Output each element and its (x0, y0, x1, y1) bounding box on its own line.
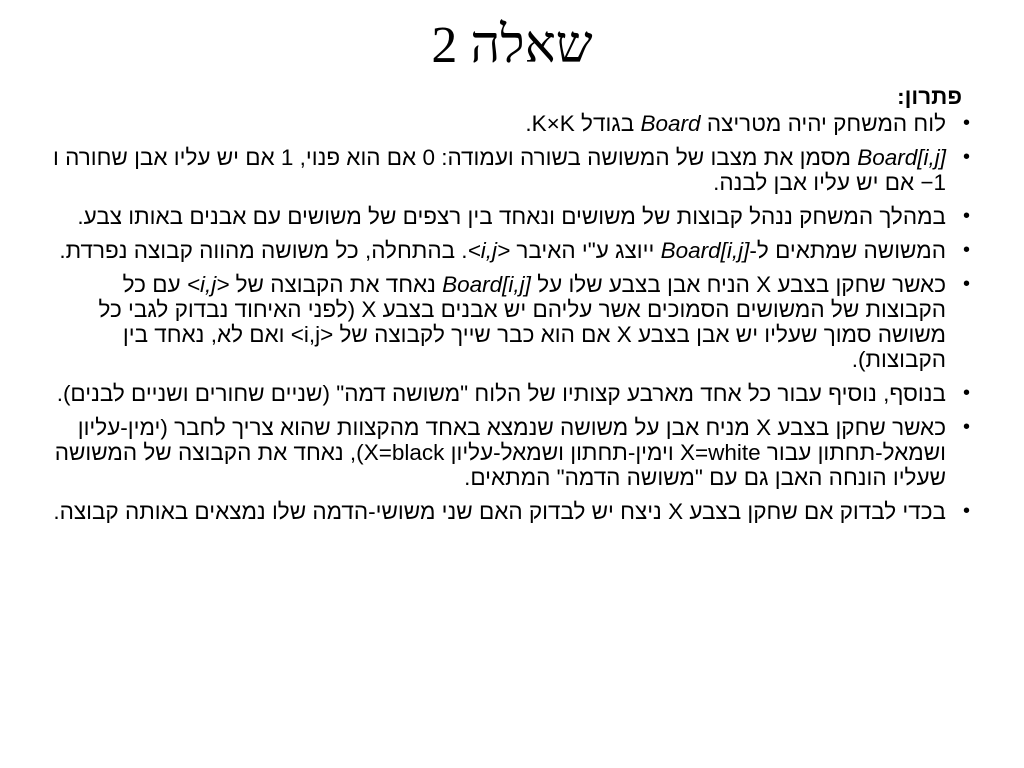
element-term: <i,j> (186, 272, 230, 297)
bullet-item-union-on-move (50, 272, 972, 372)
bullet-text: נאחד את הקבוצה של (229, 272, 443, 297)
bullet-icon: • (962, 382, 970, 404)
bullet-text: . בהתחלה, כל משושה מהווה קבוצה נפרדת. (59, 238, 468, 263)
bullet-list (50, 111, 972, 524)
bullet-item-cell-state (50, 145, 972, 195)
bullet-icon: • (962, 500, 970, 522)
board-cell-term: Board[i,j] (660, 238, 750, 263)
bullet-icon: • (962, 416, 970, 438)
bullet-text: ייוצג ע"י האיבר (510, 238, 661, 263)
bullet-text: בגודל K×K. (525, 111, 641, 136)
board-term: Board (640, 111, 701, 136)
bullet-text: במהלך המשחק ננהל קבוצות של משושים ונאחד בין רצפים של משושים עם אבנים באותו צבע. (77, 204, 946, 229)
bullet-text: בנוסף, נוסיף עבור כל אחד מארבע קצותיו של הלוח "משושה דמה" (שניים שחורים ושניים לבנים). (56, 381, 946, 406)
bullet-item-edge-union (50, 415, 972, 490)
bullet-item-groups (50, 204, 972, 229)
bullet-icon: • (962, 146, 970, 168)
bullet-icon: • (962, 112, 970, 134)
bullet-item-board-size (50, 111, 972, 136)
bullet-text: כאשר שחקן בצבע X מניח אבן על משושה שנמצא באחד מהקצוות שהוא צריך לחבר (ימין-עליון ושמאל-תחתון עבור X=white וימין-תחתון ושמאל-עליון X=black), נאחד את הקבוצה של המשושה שעליו הונחה האבן גם עם "משושה הדמה" המתאים. (54, 415, 946, 490)
bullet-text: כאשר שחקן בצבע X הניח אבן בצבע שלו על (530, 272, 946, 297)
bullet-text: בכדי לבדוק אם שחקן בצבע X ניצח יש לבדוק האם שני משושי-הדמה שלו נמצאים באותה קבוצה. (53, 499, 946, 524)
bullet-icon: • (962, 273, 970, 295)
bullet-icon: • (962, 239, 970, 261)
slide-body (50, 84, 972, 533)
bullet-text: מסמן את מצבו של המשושה בשורה ועמודה: 0 אם הוא פנוי, 1 אם יש עליו אבן שחורה ו 1− אם יש עליו אבן לבנה. (53, 145, 946, 195)
bullet-item-win-check (50, 499, 972, 524)
element-term: <i,j> (467, 238, 511, 263)
bullet-item-dummy-hexes (50, 381, 972, 406)
bullet-item-element-mapping (50, 238, 972, 263)
bullet-icon: • (962, 205, 970, 227)
bullet-text: המשושה שמתאים ל- (749, 238, 946, 263)
solution-heading: פתרון: (897, 84, 962, 109)
bullet-text: לוח המשחק יהיה מטריצה (700, 111, 946, 136)
slide-title: שאלה 2 (431, 17, 593, 74)
bullet-text: עם כל הקבוצות של המשושים הסמוכים אשר עליהם יש אבנים בצבע X (לפני האיחוד נבדוק לגבי כל משושה סמוך שעליו יש אבן בצבע X אם הוא כבר שייך לקבוצה של <i,j> ואם לא, נאחד בין הקבוצות). (98, 272, 946, 372)
board-cell-term: Board[i,j] (857, 145, 946, 170)
board-cell-term: Board[i,j] (442, 272, 531, 297)
